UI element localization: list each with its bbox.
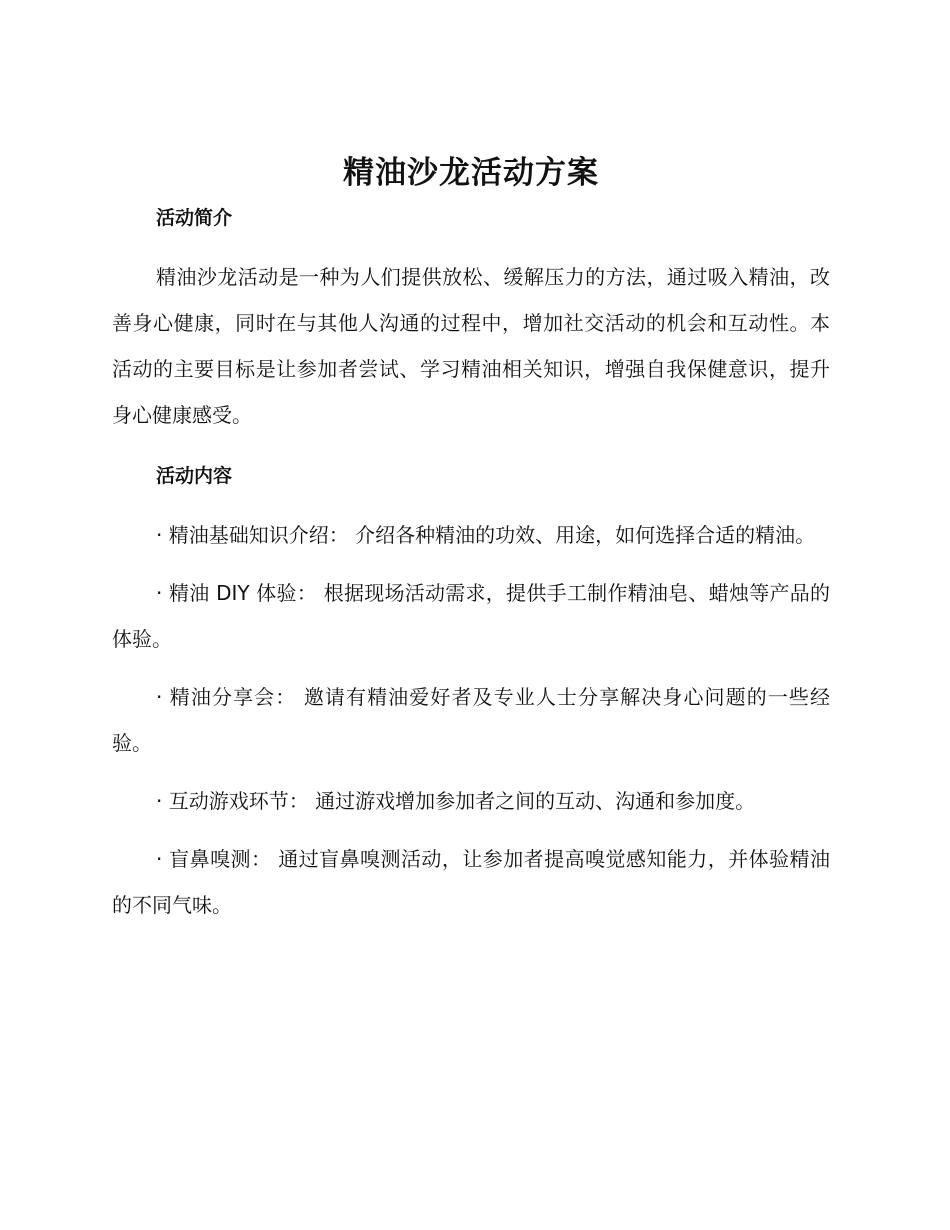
list-item-text: 介绍各种精油的功效、用途，如何选择合适的精油。 (355, 523, 816, 547)
intro-paragraph: 精油沙龙活动是一种为人们提供放松、缓解压力的方法，通过吸入精油，改善身心健康，同时在与其他人沟通的过程中，增加社交活动的机会和互动性。本活动的主要目标是让参加者尝试、学习精油相关知识，增强自我保健意识，提升身心健康感受。 (112, 265, 830, 427)
section-heading-intro: 活动简介 (156, 207, 233, 229)
list-item-label: · 互动游戏环节： (156, 789, 309, 813)
section-heading-content: 活动内容 (156, 465, 233, 487)
list-item (112, 512, 830, 558)
list-item-text: 根据现场活动需求，提供手工制作精油皂、蜡烛等产品的体验。 (112, 581, 831, 651)
list-item-text: 通过游戏增加参加者之间的互动、沟通和参加度。 (315, 789, 756, 813)
document-page (112, 150, 830, 940)
list-item (112, 778, 830, 824)
list-item (112, 674, 830, 766)
list-item-label: · 精油基础知识介绍： (156, 523, 349, 547)
list-item-text: 通过盲鼻嗅测活动，让参加者提高嗅觉感知能力，并体验精油的不同气味。 (112, 847, 831, 917)
list-item-label: · 精油分享会： (156, 685, 297, 709)
content-list (112, 512, 830, 928)
list-item-label: · 精油 DIY 体验： (156, 581, 318, 605)
list-item-label: · 盲鼻嗅测： (156, 847, 272, 871)
list-item-text: 邀请有精油爱好者及专业人士分享解决身心问题的一些经验。 (112, 685, 831, 755)
list-item (112, 570, 830, 662)
list-item (112, 836, 830, 928)
document-title: 精油沙龙活动方案 (343, 155, 599, 191)
